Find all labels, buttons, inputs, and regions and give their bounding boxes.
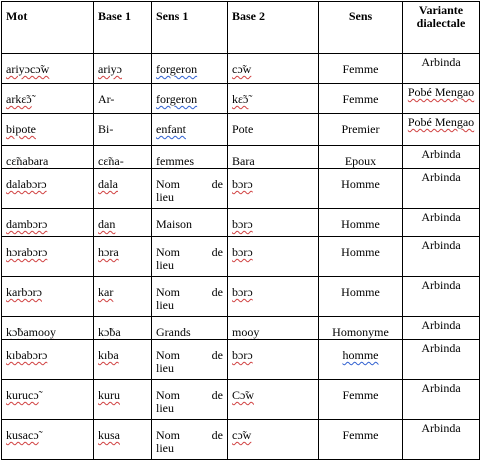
cell-mot <box>2 84 94 114</box>
cell-variante <box>403 420 480 460</box>
cell-variante <box>403 169 480 209</box>
cell-text: Pobé Mengao <box>407 85 475 99</box>
cell-sens <box>319 380 403 420</box>
cell-text: Nom de lieu <box>156 177 223 204</box>
cell-text: ariyɔ <box>98 62 122 76</box>
cell-base2 <box>228 146 319 169</box>
cell-text: Arbinda <box>421 341 461 355</box>
cell-text: Bi- <box>98 122 114 136</box>
cell-sens <box>319 340 403 380</box>
cell-variante <box>403 277 480 317</box>
cell-sens <box>319 277 403 317</box>
cell-text: dan <box>98 217 116 231</box>
cell-text: Nom de lieu <box>156 388 223 415</box>
cell-text: bɔrɔ <box>232 348 253 362</box>
cell-mot <box>2 54 94 84</box>
cell-text: kɛ̃ɔ̃ <box>232 92 249 106</box>
cell-variante <box>403 84 480 114</box>
table-row <box>2 114 480 146</box>
cell-mot <box>2 340 94 380</box>
cell-text: forgeron <box>156 92 198 106</box>
cell-text: Cɔ̃w <box>232 388 254 402</box>
cell-text: Femme <box>342 62 379 76</box>
cell-base2 <box>228 209 319 237</box>
cell-base2 <box>228 114 319 146</box>
table-row <box>2 209 480 237</box>
cell-mot <box>2 114 94 146</box>
cell-text: bɔrɔ <box>232 177 253 191</box>
cell-text: Nom de lieu <box>156 245 223 272</box>
cell-variante <box>403 209 480 237</box>
cell-sens1 <box>152 420 228 460</box>
cell-sens <box>319 169 403 209</box>
cell-mot <box>2 146 94 169</box>
cell-text: femmes <box>156 154 194 168</box>
cell-variante <box>403 317 480 340</box>
cell-sens <box>319 146 403 169</box>
cell-sens <box>319 209 403 237</box>
cell-base2 <box>228 420 319 460</box>
cell-text: enfant <box>156 122 186 136</box>
cell-sens <box>319 317 403 340</box>
cell-base2 <box>228 169 319 209</box>
cell-text: kusacɔ̃ <box>6 428 39 442</box>
cell-text: bɔrɔ <box>232 217 253 231</box>
cell-text: bɔrɔ <box>232 245 253 259</box>
table-row <box>2 84 480 114</box>
cell-text: kɔ̃bamooy <box>6 325 56 339</box>
table-row <box>2 380 480 420</box>
header-sens1: Sens 1 <box>152 2 228 54</box>
cell-text: Nom de lieu <box>156 348 223 375</box>
cell-text: Femme <box>342 92 379 106</box>
cell-text: cɛ̃na- <box>98 154 124 168</box>
table-row <box>2 277 480 317</box>
cell-text: Pote <box>232 122 254 136</box>
table-header-row <box>2 2 480 54</box>
cell-text: Arbinda <box>421 421 461 435</box>
cell-base2 <box>228 237 319 277</box>
cell-text: Arbinda <box>421 278 461 292</box>
cell-sens <box>319 54 403 84</box>
cell-base1 <box>94 237 152 277</box>
cell-text: bɔrɔ <box>232 285 253 299</box>
cell-text: Nom de lieu <box>156 428 223 455</box>
cell-sens <box>319 84 403 114</box>
cell-text: ariyɔcɔ̃w <box>6 62 50 76</box>
table-row <box>2 420 480 460</box>
cell-text: Arbinda <box>421 238 461 252</box>
cell-base1 <box>94 114 152 146</box>
cell-mot <box>2 169 94 209</box>
cell-text: kurucɔ̃ <box>6 388 39 402</box>
cell-variante <box>403 237 480 277</box>
cell-sens1 <box>152 317 228 340</box>
cell-sens1 <box>152 209 228 237</box>
cell-text: bipote <box>6 122 36 136</box>
cell-text: Bara <box>232 154 255 168</box>
cell-sens1 <box>152 340 228 380</box>
header-base1: Base 1 <box>94 2 152 54</box>
cell-sens <box>319 237 403 277</box>
header-base2: Base 2 <box>228 2 319 54</box>
cell-variante <box>403 54 480 84</box>
table-row <box>2 340 480 380</box>
cell-mot <box>2 380 94 420</box>
cell-mot <box>2 209 94 237</box>
table-row <box>2 169 480 209</box>
cell-sens1 <box>152 114 228 146</box>
cell-text: hɔra <box>98 245 119 259</box>
cell-base1 <box>94 209 152 237</box>
cell-variante <box>403 146 480 169</box>
header-mot: Mot <box>2 2 94 54</box>
cell-variante <box>403 340 480 380</box>
cell-base1 <box>94 146 152 169</box>
cell-text: kıbabɔrɔ <box>6 348 48 362</box>
cell-base2 <box>228 340 319 380</box>
table-row <box>2 146 480 169</box>
cell-text: Arbinda <box>421 147 461 161</box>
cell-base2 <box>228 54 319 84</box>
cell-text: Homme <box>341 217 380 231</box>
cell-text: karbɔrɔ <box>6 285 42 299</box>
cell-text: Homonyme <box>332 325 389 339</box>
cell-text: Arbinda <box>421 210 461 224</box>
cell-base2 <box>228 277 319 317</box>
cell-text: kıba <box>98 348 119 362</box>
cell-text: homme <box>342 348 379 362</box>
header-variante: Variante dialectale <box>403 2 480 54</box>
cell-text: cɔ̃w <box>232 428 252 442</box>
cell-sens <box>319 420 403 460</box>
cell-text: Homme <box>341 285 380 299</box>
cell-base1 <box>94 277 152 317</box>
cell-text: forgeron <box>156 62 198 76</box>
cell-text: kɔ̃ba <box>98 325 121 339</box>
cell-sens1 <box>152 169 228 209</box>
cell-mot <box>2 420 94 460</box>
cell-mot <box>2 237 94 277</box>
cell-base1 <box>94 340 152 380</box>
cell-text: Pobé Mengao <box>407 115 475 129</box>
cell-sens1 <box>152 84 228 114</box>
cell-sens <box>319 114 403 146</box>
cell-text: hɔrabɔrɔ <box>6 245 48 259</box>
cell-base1 <box>94 54 152 84</box>
cell-text: Epoux <box>344 154 377 168</box>
cell-text: Femme <box>342 388 379 402</box>
table-row <box>2 237 480 277</box>
cell-sens1 <box>152 380 228 420</box>
cell-base1 <box>94 420 152 460</box>
cell-text: Premier <box>341 122 380 136</box>
cell-text: arkɛ̃ɔ̃ <box>6 92 32 106</box>
cell-text: Femme <box>342 428 379 442</box>
cell-text: Ar- <box>98 92 115 106</box>
cell-base2 <box>228 380 319 420</box>
cell-text: cɛ̃nabara <box>6 154 49 168</box>
cell-variante <box>403 380 480 420</box>
cell-text: Nom de lieu <box>156 285 223 312</box>
cell-text: cɔ̃w <box>232 62 252 76</box>
cell-mot <box>2 317 94 340</box>
cell-text: Homme <box>341 245 380 259</box>
cell-sens1 <box>152 277 228 317</box>
cell-text: Arbinda <box>421 170 461 184</box>
cell-base2 <box>228 317 319 340</box>
cell-mot <box>2 277 94 317</box>
table-row <box>2 317 480 340</box>
cell-sens1 <box>152 54 228 84</box>
cell-base1 <box>94 84 152 114</box>
cell-text: Homme <box>341 177 380 191</box>
cell-text: mooy <box>232 325 260 339</box>
header-sens: Sens <box>319 2 403 54</box>
cell-base2 <box>228 84 319 114</box>
cell-text: kuru <box>98 388 120 402</box>
cell-text: Arbinda <box>421 381 461 395</box>
cell-text: Maison <box>156 217 192 231</box>
cell-text: Arbinda <box>421 55 461 69</box>
cell-base1 <box>94 317 152 340</box>
cell-text: Grands <box>156 325 191 339</box>
lexicon-table <box>1 1 480 460</box>
table-row <box>2 54 480 84</box>
cell-base1 <box>94 380 152 420</box>
cell-variante <box>403 114 480 146</box>
cell-base1 <box>94 169 152 209</box>
cell-sens1 <box>152 146 228 169</box>
cell-text: kusa <box>98 428 120 442</box>
cell-text: Arbinda <box>421 318 461 332</box>
cell-text: kar <box>98 285 114 299</box>
cell-text: dambɔrɔ <box>6 217 48 231</box>
cell-text: dala <box>98 177 118 191</box>
cell-sens1 <box>152 237 228 277</box>
cell-text: dalabɔrɔ <box>6 177 47 191</box>
